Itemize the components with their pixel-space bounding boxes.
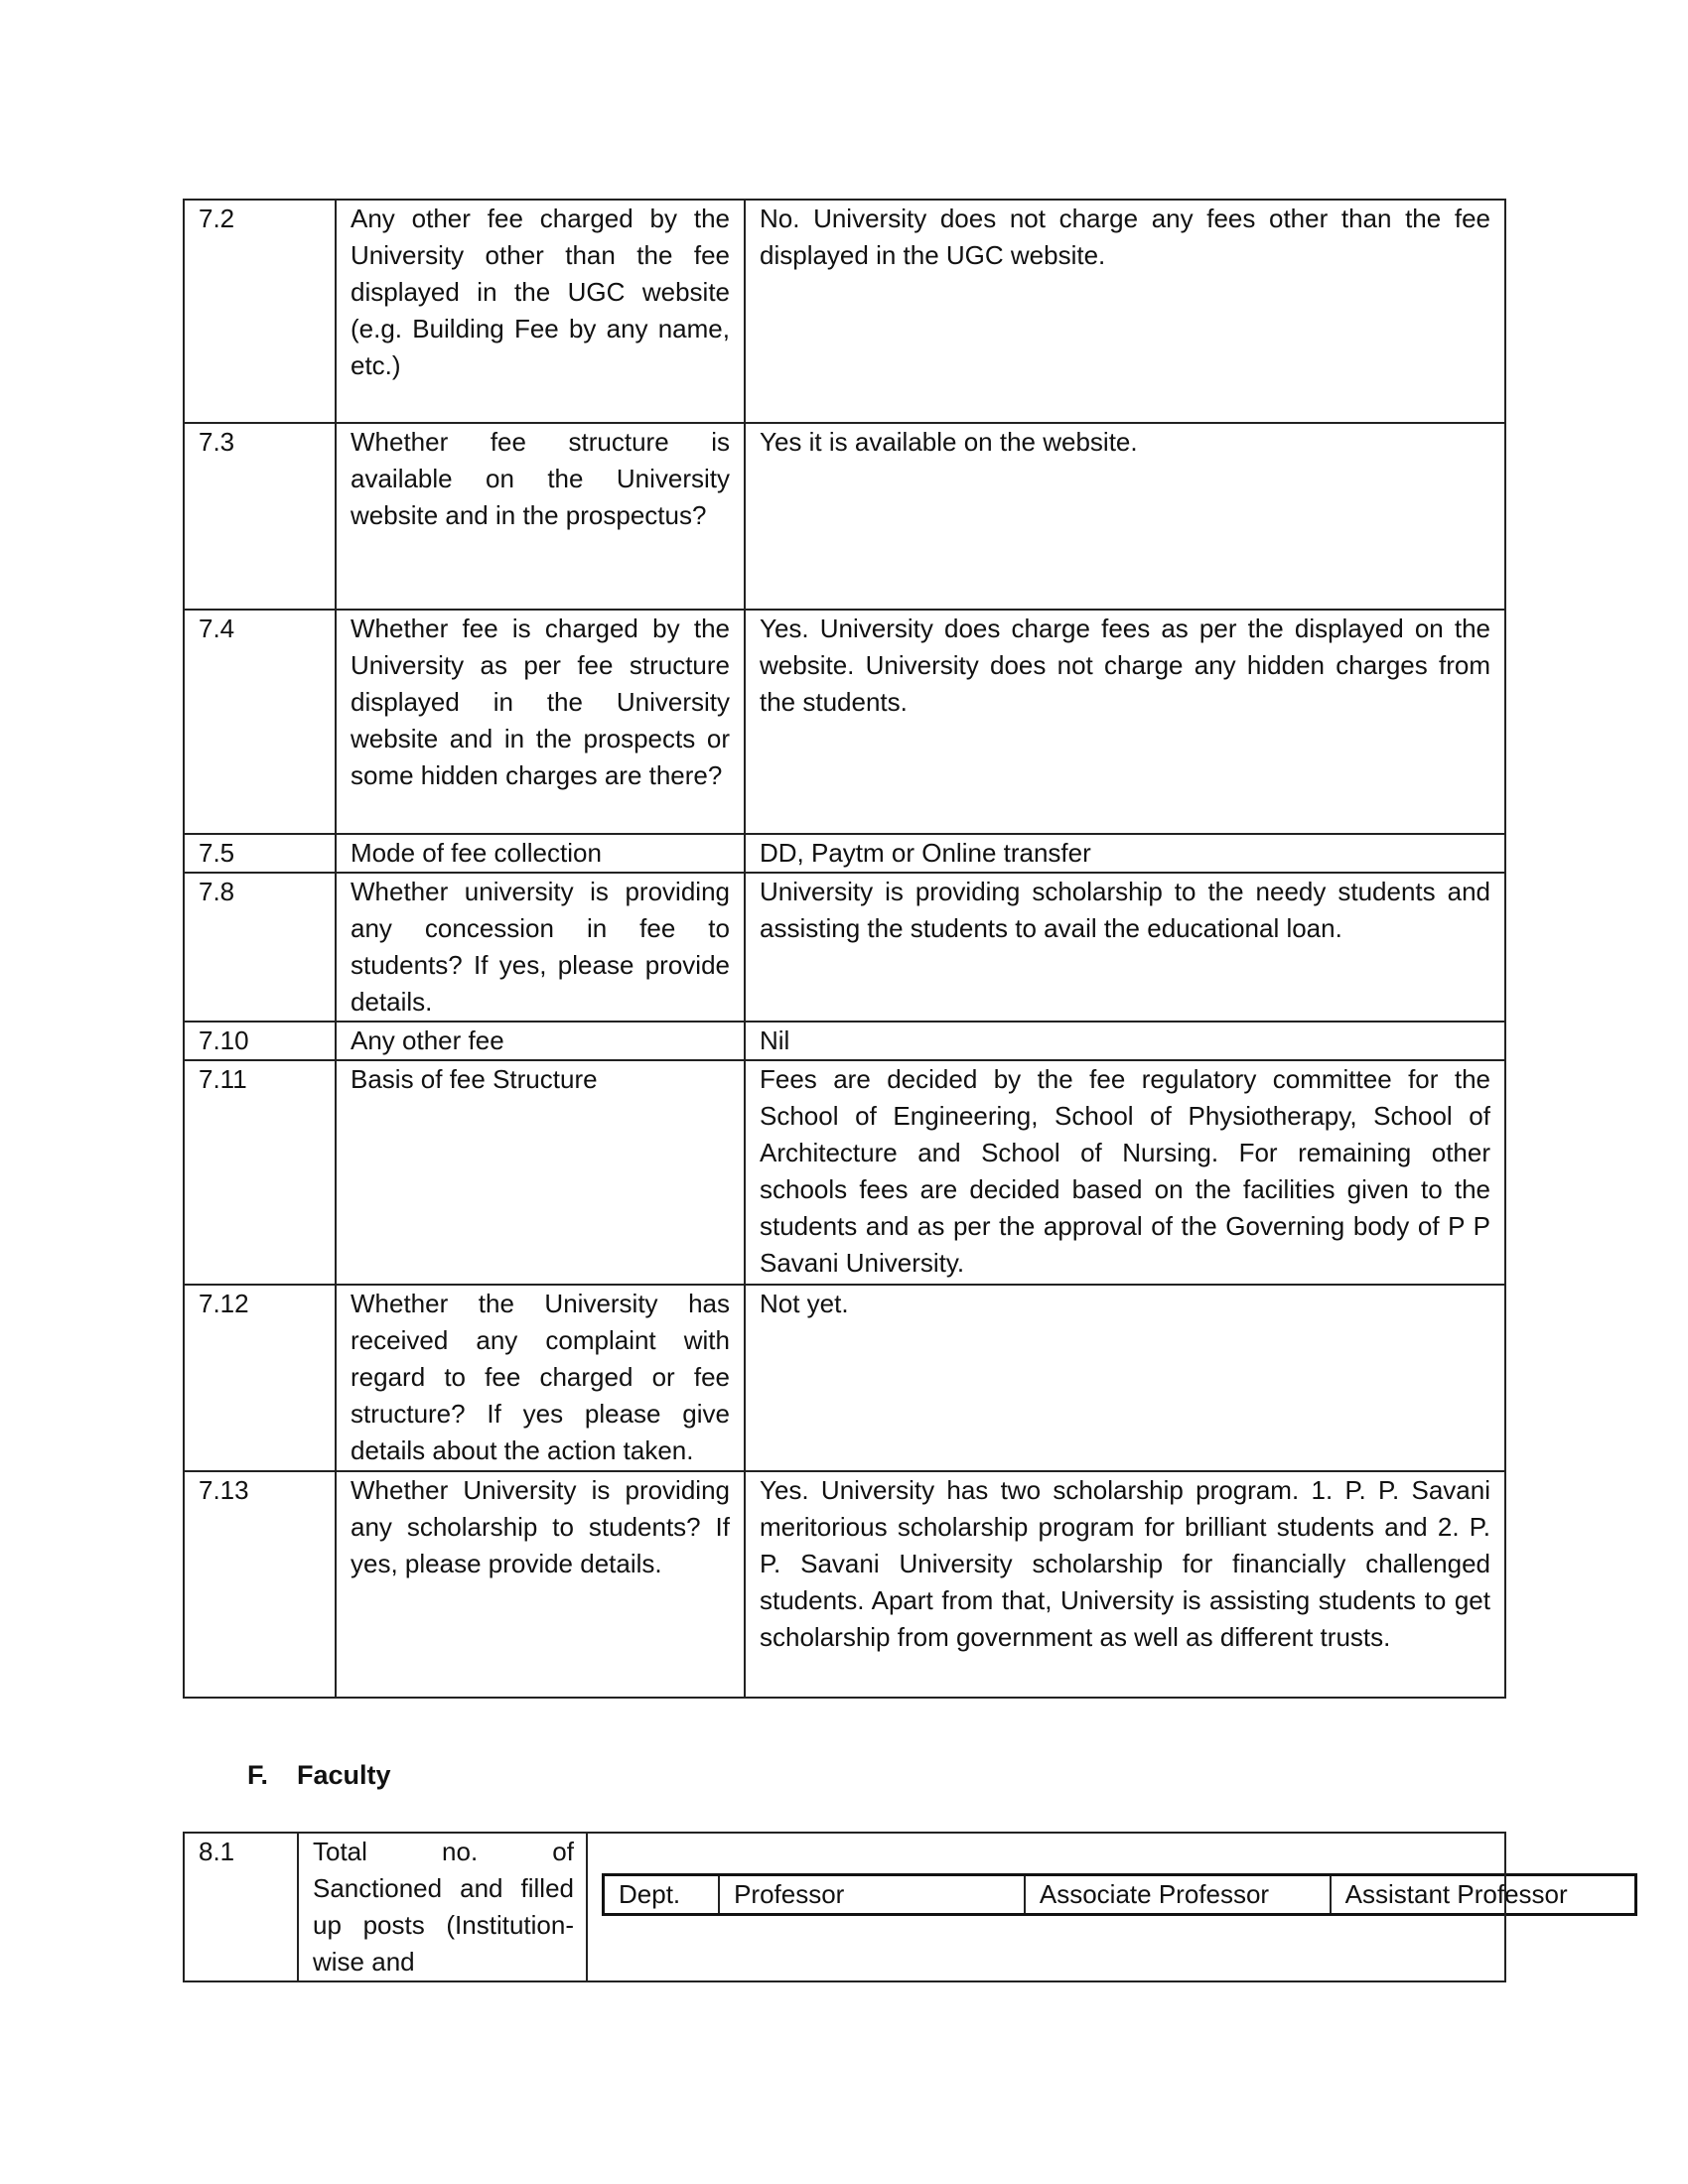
row-answer: No. University does not charge any fees other than the fee displayed in the UGC website. [745, 200, 1505, 423]
row-answer: Not yet. [745, 1285, 1505, 1471]
section-heading [247, 1760, 391, 1791]
row-answer: Yes it is available on the website. [745, 423, 1505, 610]
row-answer: DD, Paytm or Online transfer [745, 834, 1505, 873]
row-number: 7.3 [184, 423, 336, 610]
table-row [184, 1060, 1505, 1285]
row-number: 7.10 [184, 1022, 336, 1060]
row-number: 7.8 [184, 873, 336, 1022]
faculty-table [183, 1832, 1568, 1982]
row-question: Whether fee structure is available on the University website and in the prospectus? [336, 423, 745, 610]
row-number: 8.1 [184, 1833, 298, 1981]
faculty-posts-table [602, 1873, 1637, 1916]
row-question: Whether fee is charged by the University as per fee structure displayed in the University website and in the prospects or some hidden charges are there? [336, 610, 745, 834]
column-header: Associate Professor [1025, 1875, 1331, 1915]
table-row [184, 1833, 1505, 1981]
row-question: Any other fee charged by the University other than the fee displayed in the UGC website (e.g. Building Fee by any name, etc.) [336, 200, 745, 423]
column-header: Assistant Professor [1331, 1875, 1636, 1915]
row-answer: Yes. University has two scholarship program. 1. P. P. Savani meritorious scholarship program for brilliant students and 2. P. P. Savani University scholarship for financially challenged students. Apart from that, University is assisting students to get scholarship from government as well as different trusts. [745, 1471, 1505, 1698]
row-question: Whether the University has received any complaint with regard to fee charged or fee structure? If yes please give details about the action taken. [336, 1285, 745, 1471]
row-number: 7.11 [184, 1060, 336, 1285]
row-question: Basis of fee Structure [336, 1060, 745, 1285]
section-letter: F. [247, 1760, 269, 1790]
row-question: Any other fee [336, 1022, 745, 1060]
table-row [184, 834, 1505, 873]
row-question: Mode of fee collection [336, 834, 745, 873]
table-row [184, 200, 1505, 423]
table-row [184, 1285, 1505, 1471]
row-question: Total no. of Sanctioned and filled up posts (Institution-wise and [298, 1833, 587, 1981]
row-number: 7.2 [184, 200, 336, 423]
row-answer: Fees are decided by the fee regulatory committee for the School of Engineering, School of Physiotherapy, School of Architecture and School of Nursing. For remaining other schools fees are decided based on the facilities given to the students and as per the approval of the Governing body of P P Savani University. [745, 1060, 1505, 1285]
table-row [184, 610, 1505, 834]
fee-table [183, 199, 1506, 1699]
row-question: Whether university is providing any concession in fee to students? If yes, please provide details. [336, 873, 745, 1022]
column-header: Professor [719, 1875, 1025, 1915]
section-title: Faculty [297, 1760, 391, 1790]
row-number: 7.13 [184, 1471, 336, 1698]
row-number: 7.4 [184, 610, 336, 834]
row-question: Whether University is providing any scholarship to students? If yes, please provide details. [336, 1471, 745, 1698]
table-header-row [604, 1875, 1636, 1915]
table-row [184, 1022, 1505, 1060]
table-row [184, 423, 1505, 610]
row-answer: Nil [745, 1022, 1505, 1060]
column-header: Dept. [604, 1875, 720, 1915]
row-number: 7.12 [184, 1285, 336, 1471]
row-answer: Yes. University does charge fees as per the displayed on the website. University does not charge any hidden charges from the students. [745, 610, 1505, 834]
table-row [184, 873, 1505, 1022]
table-row [184, 1471, 1505, 1698]
row-answer: University is providing scholarship to the needy students and assisting the students to avail the educational loan. [745, 873, 1505, 1022]
faculty-posts-cell [587, 1833, 1568, 1981]
row-number: 7.5 [184, 834, 336, 873]
